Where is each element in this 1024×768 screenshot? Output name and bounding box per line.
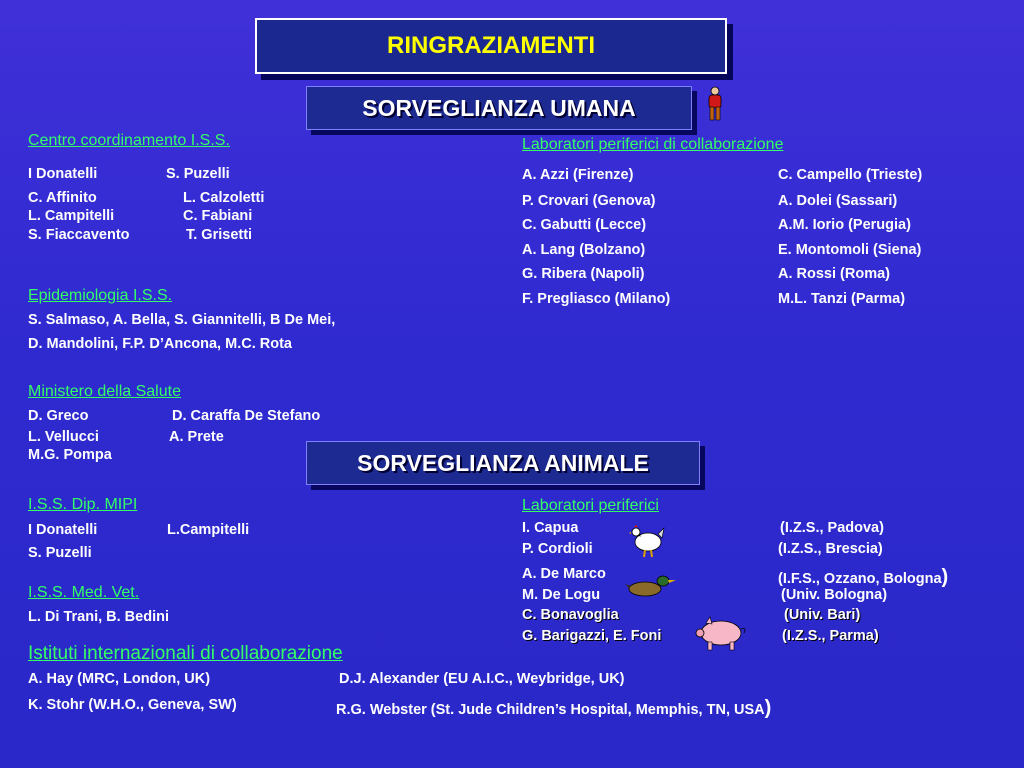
chicken-icon bbox=[628, 522, 666, 558]
section-header-human bbox=[306, 86, 692, 130]
section-header-animal bbox=[306, 441, 700, 485]
heading-ministero: Ministero della Salute bbox=[28, 383, 181, 400]
page-title: RINGRAZIAMENTI bbox=[387, 32, 595, 59]
section-title-human: SORVEGLIANZA UMANA bbox=[362, 94, 636, 121]
heading-lab-human: Laboratori periferici di collaborazione bbox=[522, 136, 784, 153]
duck-icon bbox=[625, 574, 677, 598]
heading-lab-animal: Laboratori periferici bbox=[522, 497, 659, 514]
person-icon bbox=[704, 86, 726, 122]
heading-epidemiologia: Epidemiologia I.S.S. bbox=[28, 287, 173, 304]
epidemiologia-line: D. Mandolini, F.P. D’Ancona, M.C. Rota bbox=[28, 336, 292, 352]
epidemiologia-line: S. Salmaso, A. Bella, S. Giannitelli, B De Mei, bbox=[28, 312, 336, 328]
title-box bbox=[255, 18, 727, 74]
section-title-animal: SORVEGLIANZA ANIMALE bbox=[357, 449, 649, 476]
heading-centro: Centro coordinamento I.S.S. bbox=[28, 132, 230, 149]
heading-mipi: I.S.S. Dip. MIPI bbox=[28, 496, 138, 513]
heading-medvet: I.S.S. Med. Vet. bbox=[28, 584, 140, 601]
pig-icon bbox=[694, 615, 748, 651]
heading-internazionali: Istituti internazionali di collaborazione bbox=[28, 643, 343, 664]
medvet-line: L. Di Trani, B. Bedini bbox=[28, 609, 169, 625]
